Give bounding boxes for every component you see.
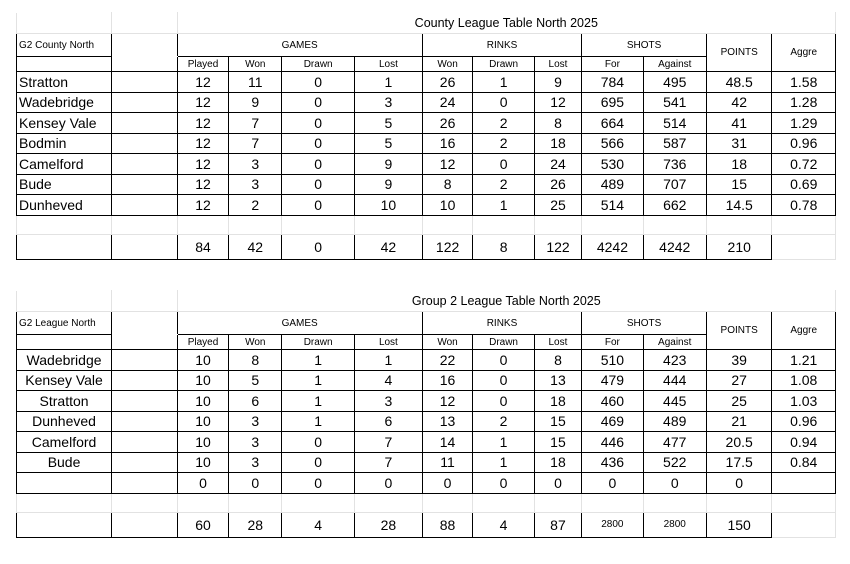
stat-cell: 1: [282, 350, 355, 371]
table-row: [17, 174, 836, 195]
empty-cell: [112, 493, 178, 512]
stat-cell: 522: [643, 452, 706, 473]
stat-cell: 24: [534, 154, 582, 175]
stat-cell: 0.94: [772, 432, 836, 453]
stat-cell: 1.58: [772, 72, 836, 93]
stat-cell: 510: [582, 350, 643, 371]
stat-cell: 10: [177, 411, 229, 432]
stat-cell: 587: [643, 133, 706, 154]
stat-cell: 1.08: [772, 370, 836, 391]
stat-cell: 25: [706, 391, 772, 412]
stat-cell: 1.28: [772, 92, 836, 113]
corner-cell: [112, 291, 178, 312]
stat-cell: 0: [282, 113, 355, 134]
stat-cell: 17.5: [706, 452, 772, 473]
total-cell: 2800: [643, 512, 706, 537]
total-cell: 4242: [643, 234, 706, 259]
stat-cell: 541: [643, 92, 706, 113]
spacer-cell: [112, 92, 178, 113]
stat-cell: 1: [282, 411, 355, 432]
stat-cell: 662: [643, 195, 706, 216]
stat-cell: 9: [229, 92, 282, 113]
spacer-cell: [112, 234, 178, 259]
stat-cell: 695: [582, 92, 643, 113]
stat-cell: 6: [229, 391, 282, 412]
column-header: Against: [643, 335, 706, 350]
total-cell: 88: [422, 512, 473, 537]
stat-cell: 10: [177, 452, 229, 473]
stat-cell: 0.72: [772, 154, 836, 175]
stat-cell: 15: [534, 432, 582, 453]
column-header: For: [582, 57, 643, 72]
games-header: GAMES: [177, 312, 422, 335]
stat-cell: 11: [422, 452, 473, 473]
totals-row: [17, 512, 836, 537]
total-cell: 0: [282, 234, 355, 259]
points-header: POINTS: [706, 312, 772, 350]
total-cell: 87: [534, 512, 582, 537]
stat-cell: 0: [473, 350, 534, 371]
rinks-header: RINKS: [422, 312, 582, 335]
spacer-cell: [112, 34, 178, 57]
stat-cell: 5: [355, 133, 423, 154]
empty-cell: [643, 215, 706, 234]
stat-cell: 3: [229, 452, 282, 473]
corner-cell: [112, 13, 178, 34]
stat-cell: 0.96: [772, 133, 836, 154]
spacer-cell: [112, 432, 178, 453]
stat-cell: 3: [229, 432, 282, 453]
empty-cell: [706, 215, 772, 234]
county-league-table: [16, 12, 836, 260]
spacer-cell: [112, 312, 178, 335]
stat-cell: 436: [582, 452, 643, 473]
stat-cell: 5: [229, 370, 282, 391]
stat-cell: 1: [355, 350, 423, 371]
stat-cell: 4: [355, 370, 423, 391]
stat-cell: 0.96: [772, 411, 836, 432]
stat-cell: 18: [534, 133, 582, 154]
stat-cell: 0: [282, 154, 355, 175]
aggre-header: Aggre: [772, 312, 836, 350]
table-row: [17, 92, 836, 113]
stat-cell: 6: [355, 411, 423, 432]
table-row: [17, 452, 836, 473]
spacer-cell: [17, 234, 112, 259]
stat-cell: 0: [282, 452, 355, 473]
stat-cell: 3: [229, 411, 282, 432]
total-cell: 4: [282, 512, 355, 537]
stat-cell: 3: [229, 154, 282, 175]
column-header: Won: [229, 57, 282, 72]
stat-cell: 2: [473, 411, 534, 432]
stat-cell: 423: [643, 350, 706, 371]
spacer-cell: [112, 411, 178, 432]
total-cell: 122: [534, 234, 582, 259]
table-row: [17, 432, 836, 453]
group2-league-table: [16, 290, 836, 538]
total-cell: 150: [706, 512, 772, 537]
total-cell: 210: [706, 234, 772, 259]
empty-cell: [643, 493, 706, 512]
column-header: Lost: [534, 335, 582, 350]
stat-cell: 24: [422, 92, 473, 113]
table-title: Group 2 League Table North 2025: [177, 291, 835, 312]
stat-cell: 9: [355, 174, 423, 195]
empty-cell: [772, 215, 836, 234]
team-name: Dunheved: [17, 195, 112, 216]
rinks-header: RINKS: [422, 34, 582, 57]
stat-cell: 707: [643, 174, 706, 195]
stat-cell: 0.69: [772, 174, 836, 195]
total-cell: 42: [229, 234, 282, 259]
table-row: [17, 370, 836, 391]
stat-cell: 12: [422, 391, 473, 412]
corner-cell: [17, 291, 112, 312]
empty-cell: [229, 215, 282, 234]
total-cell: 28: [229, 512, 282, 537]
corner-cell: [17, 13, 112, 34]
stat-cell: 26: [422, 113, 473, 134]
stat-cell: 41: [706, 113, 772, 134]
column-header: Drawn: [473, 335, 534, 350]
stat-cell: 514: [643, 113, 706, 134]
table-row: [17, 154, 836, 175]
spacer-cell: [112, 133, 178, 154]
empty-cell: [534, 215, 582, 234]
stat-cell: 495: [643, 72, 706, 93]
spacer-cell: [112, 57, 178, 72]
team-name: Stratton: [17, 72, 112, 93]
stat-cell: 0: [282, 133, 355, 154]
spacer-cell: [112, 72, 178, 93]
stat-cell: 0: [706, 473, 772, 494]
total-cell: 4: [473, 512, 534, 537]
stat-cell: 0.84: [772, 452, 836, 473]
team-name: [17, 473, 112, 494]
stat-cell: 10: [355, 195, 423, 216]
stat-cell: 9: [355, 154, 423, 175]
stat-cell: 10: [177, 370, 229, 391]
stat-cell: 10: [422, 195, 473, 216]
stat-cell: 444: [643, 370, 706, 391]
team-name: Camelford: [17, 154, 112, 175]
shots-header: SHOTS: [582, 312, 707, 335]
empty-cell: [17, 493, 112, 512]
stat-cell: 11: [229, 72, 282, 93]
column-header: Lost: [355, 57, 423, 72]
stat-cell: 18: [534, 452, 582, 473]
table-row: [17, 391, 836, 412]
team-name: Kensey Vale: [17, 370, 112, 391]
empty-cell: [706, 493, 772, 512]
team-name: Stratton: [17, 391, 112, 412]
empty-cell: [282, 493, 355, 512]
stat-cell: 664: [582, 113, 643, 134]
spacer-cell: [112, 370, 178, 391]
aggre-header: Aggre: [772, 34, 836, 72]
stat-cell: 13: [422, 411, 473, 432]
stat-cell: 5: [355, 113, 423, 134]
points-header: POINTS: [706, 34, 772, 72]
total-cell: 84: [177, 234, 229, 259]
stat-cell: 18: [534, 391, 582, 412]
stat-cell: 0: [229, 473, 282, 494]
team-name: Bude: [17, 452, 112, 473]
stat-cell: 7: [355, 452, 423, 473]
stat-cell: 21: [706, 411, 772, 432]
column-header: Lost: [355, 335, 423, 350]
stat-cell: 489: [643, 411, 706, 432]
table-row: [17, 411, 836, 432]
stat-cell: 12: [177, 195, 229, 216]
stat-cell: 1: [355, 72, 423, 93]
stat-cell: 15: [706, 174, 772, 195]
spacer-cell: [112, 452, 178, 473]
stat-cell: 1: [282, 370, 355, 391]
empty-cell: [229, 493, 282, 512]
spacer-cell: [112, 174, 178, 195]
empty-cell: [534, 493, 582, 512]
column-header: Lost: [534, 57, 582, 72]
stat-cell: 8: [534, 113, 582, 134]
stat-cell: 1: [473, 432, 534, 453]
stat-cell: 27: [706, 370, 772, 391]
stat-cell: 26: [534, 174, 582, 195]
stat-cell: 1: [473, 72, 534, 93]
stat-cell: [772, 473, 836, 494]
stat-cell: 12: [177, 113, 229, 134]
spacer-cell: [17, 512, 112, 537]
empty-cell: [282, 215, 355, 234]
stat-cell: 0: [534, 473, 582, 494]
stat-cell: 0: [473, 154, 534, 175]
stat-cell: 8: [534, 350, 582, 371]
league-table: [16, 12, 836, 260]
stat-cell: 10: [177, 391, 229, 412]
stat-cell: 3: [355, 92, 423, 113]
stat-cell: 2: [473, 174, 534, 195]
column-header: Played: [177, 57, 229, 72]
stat-cell: 12: [177, 72, 229, 93]
team-name: Bude: [17, 174, 112, 195]
empty-cell: [355, 215, 423, 234]
games-header: GAMES: [177, 34, 422, 57]
stat-cell: 39: [706, 350, 772, 371]
stat-cell: 7: [355, 432, 423, 453]
team-name: Wadebridge: [17, 350, 112, 371]
table-row: [17, 350, 836, 371]
stat-cell: 10: [177, 432, 229, 453]
column-header: Against: [643, 57, 706, 72]
stat-cell: 0: [355, 473, 423, 494]
table-row: [17, 72, 836, 93]
stat-cell: 3: [355, 391, 423, 412]
stat-cell: 12: [422, 154, 473, 175]
stat-cell: 10: [177, 350, 229, 371]
team-name: Dunheved: [17, 411, 112, 432]
column-header: Drawn: [473, 57, 534, 72]
empty-cell: [772, 493, 836, 512]
column-header: Won: [422, 335, 473, 350]
empty-cell: [582, 493, 643, 512]
stat-cell: 477: [643, 432, 706, 453]
stat-cell: 12: [177, 92, 229, 113]
stat-cell: 9: [534, 72, 582, 93]
empty-cell: [473, 493, 534, 512]
team-name: Camelford: [17, 432, 112, 453]
spacer-cell: [112, 335, 178, 350]
stat-cell: 2: [229, 195, 282, 216]
stat-cell: 13: [534, 370, 582, 391]
stat-cell: 8: [422, 174, 473, 195]
league-table: [16, 290, 836, 538]
stat-cell: 460: [582, 391, 643, 412]
stat-cell: 12: [534, 92, 582, 113]
stat-cell: 784: [582, 72, 643, 93]
stat-cell: 0: [282, 72, 355, 93]
totals-row: [17, 234, 836, 259]
spacer-cell: [112, 154, 178, 175]
stat-cell: 12: [177, 154, 229, 175]
stat-cell: 1.21: [772, 350, 836, 371]
empty-cell: [422, 493, 473, 512]
stat-cell: 0: [282, 473, 355, 494]
team-name: Kensey Vale: [17, 113, 112, 134]
column-header: Drawn: [282, 335, 355, 350]
table-row: [17, 195, 836, 216]
stat-cell: 16: [422, 133, 473, 154]
stat-cell: 16: [422, 370, 473, 391]
total-cell: 4242: [582, 234, 643, 259]
spacer-cell: [17, 57, 112, 72]
stat-cell: 0: [473, 473, 534, 494]
stat-cell: 469: [582, 411, 643, 432]
stat-cell: 1: [473, 195, 534, 216]
stat-cell: 25: [534, 195, 582, 216]
column-header: Won: [229, 335, 282, 350]
stat-cell: 1.03: [772, 391, 836, 412]
stat-cell: 42: [706, 92, 772, 113]
spacer-cell: [112, 350, 178, 371]
stat-cell: 0: [643, 473, 706, 494]
total-cell: 60: [177, 512, 229, 537]
spacer-cell: [17, 335, 112, 350]
empty-cell: [772, 234, 836, 259]
stat-cell: 0: [473, 370, 534, 391]
empty-cell: [582, 215, 643, 234]
stat-cell: 12: [177, 133, 229, 154]
stat-cell: 736: [643, 154, 706, 175]
total-cell: 2800: [582, 512, 643, 537]
team-name: Wadebridge: [17, 92, 112, 113]
team-name: Bodmin: [17, 133, 112, 154]
spacer-cell: [112, 473, 178, 494]
empty-cell: [17, 215, 112, 234]
stat-cell: 0.78: [772, 195, 836, 216]
stat-cell: 0: [473, 92, 534, 113]
stat-cell: 2: [473, 113, 534, 134]
stat-cell: 0: [282, 195, 355, 216]
stat-cell: 15: [534, 411, 582, 432]
column-header: For: [582, 335, 643, 350]
total-cell: 42: [355, 234, 423, 259]
stat-cell: 20.5: [706, 432, 772, 453]
table-title: County League Table North 2025: [177, 13, 835, 34]
shots-header: SHOTS: [582, 34, 707, 57]
stat-cell: 12: [177, 174, 229, 195]
stat-cell: 446: [582, 432, 643, 453]
column-header: Drawn: [282, 57, 355, 72]
column-header: Played: [177, 335, 229, 350]
stat-cell: 2: [473, 133, 534, 154]
stat-cell: 0: [282, 92, 355, 113]
stat-cell: 0: [282, 432, 355, 453]
table-row: [17, 473, 836, 494]
empty-cell: [112, 215, 178, 234]
empty-cell: [473, 215, 534, 234]
spacer-cell: [112, 113, 178, 134]
stat-cell: 566: [582, 133, 643, 154]
table-row: [17, 113, 836, 134]
stat-cell: 3: [229, 174, 282, 195]
stat-cell: 0: [473, 391, 534, 412]
stat-cell: 0: [422, 473, 473, 494]
stat-cell: 14.5: [706, 195, 772, 216]
stat-cell: 18: [706, 154, 772, 175]
stat-cell: 8: [229, 350, 282, 371]
empty-cell: [355, 493, 423, 512]
stat-cell: 514: [582, 195, 643, 216]
stat-cell: 1: [282, 391, 355, 412]
stat-cell: 530: [582, 154, 643, 175]
stat-cell: 7: [229, 113, 282, 134]
empty-cell: [422, 215, 473, 234]
stat-cell: 1: [473, 452, 534, 473]
empty-cell: [177, 215, 229, 234]
stat-cell: 479: [582, 370, 643, 391]
stat-cell: 0: [582, 473, 643, 494]
total-cell: 122: [422, 234, 473, 259]
stat-cell: 489: [582, 174, 643, 195]
stat-cell: 22: [422, 350, 473, 371]
empty-cell: [772, 512, 836, 537]
spacer-cell: [112, 195, 178, 216]
stat-cell: 48.5: [706, 72, 772, 93]
spacer-cell: [112, 391, 178, 412]
stat-cell: 14: [422, 432, 473, 453]
stat-cell: 0: [282, 174, 355, 195]
table-row: [17, 133, 836, 154]
stat-cell: 0: [177, 473, 229, 494]
stat-cell: 31: [706, 133, 772, 154]
league-label: G2 County North: [17, 34, 112, 57]
league-label: G2 League North: [17, 312, 112, 335]
stat-cell: 26: [422, 72, 473, 93]
empty-cell: [177, 493, 229, 512]
stat-cell: 1.29: [772, 113, 836, 134]
stat-cell: 7: [229, 133, 282, 154]
spacer-cell: [112, 512, 178, 537]
total-cell: 28: [355, 512, 423, 537]
column-header: Won: [422, 57, 473, 72]
stat-cell: 445: [643, 391, 706, 412]
total-cell: 8: [473, 234, 534, 259]
